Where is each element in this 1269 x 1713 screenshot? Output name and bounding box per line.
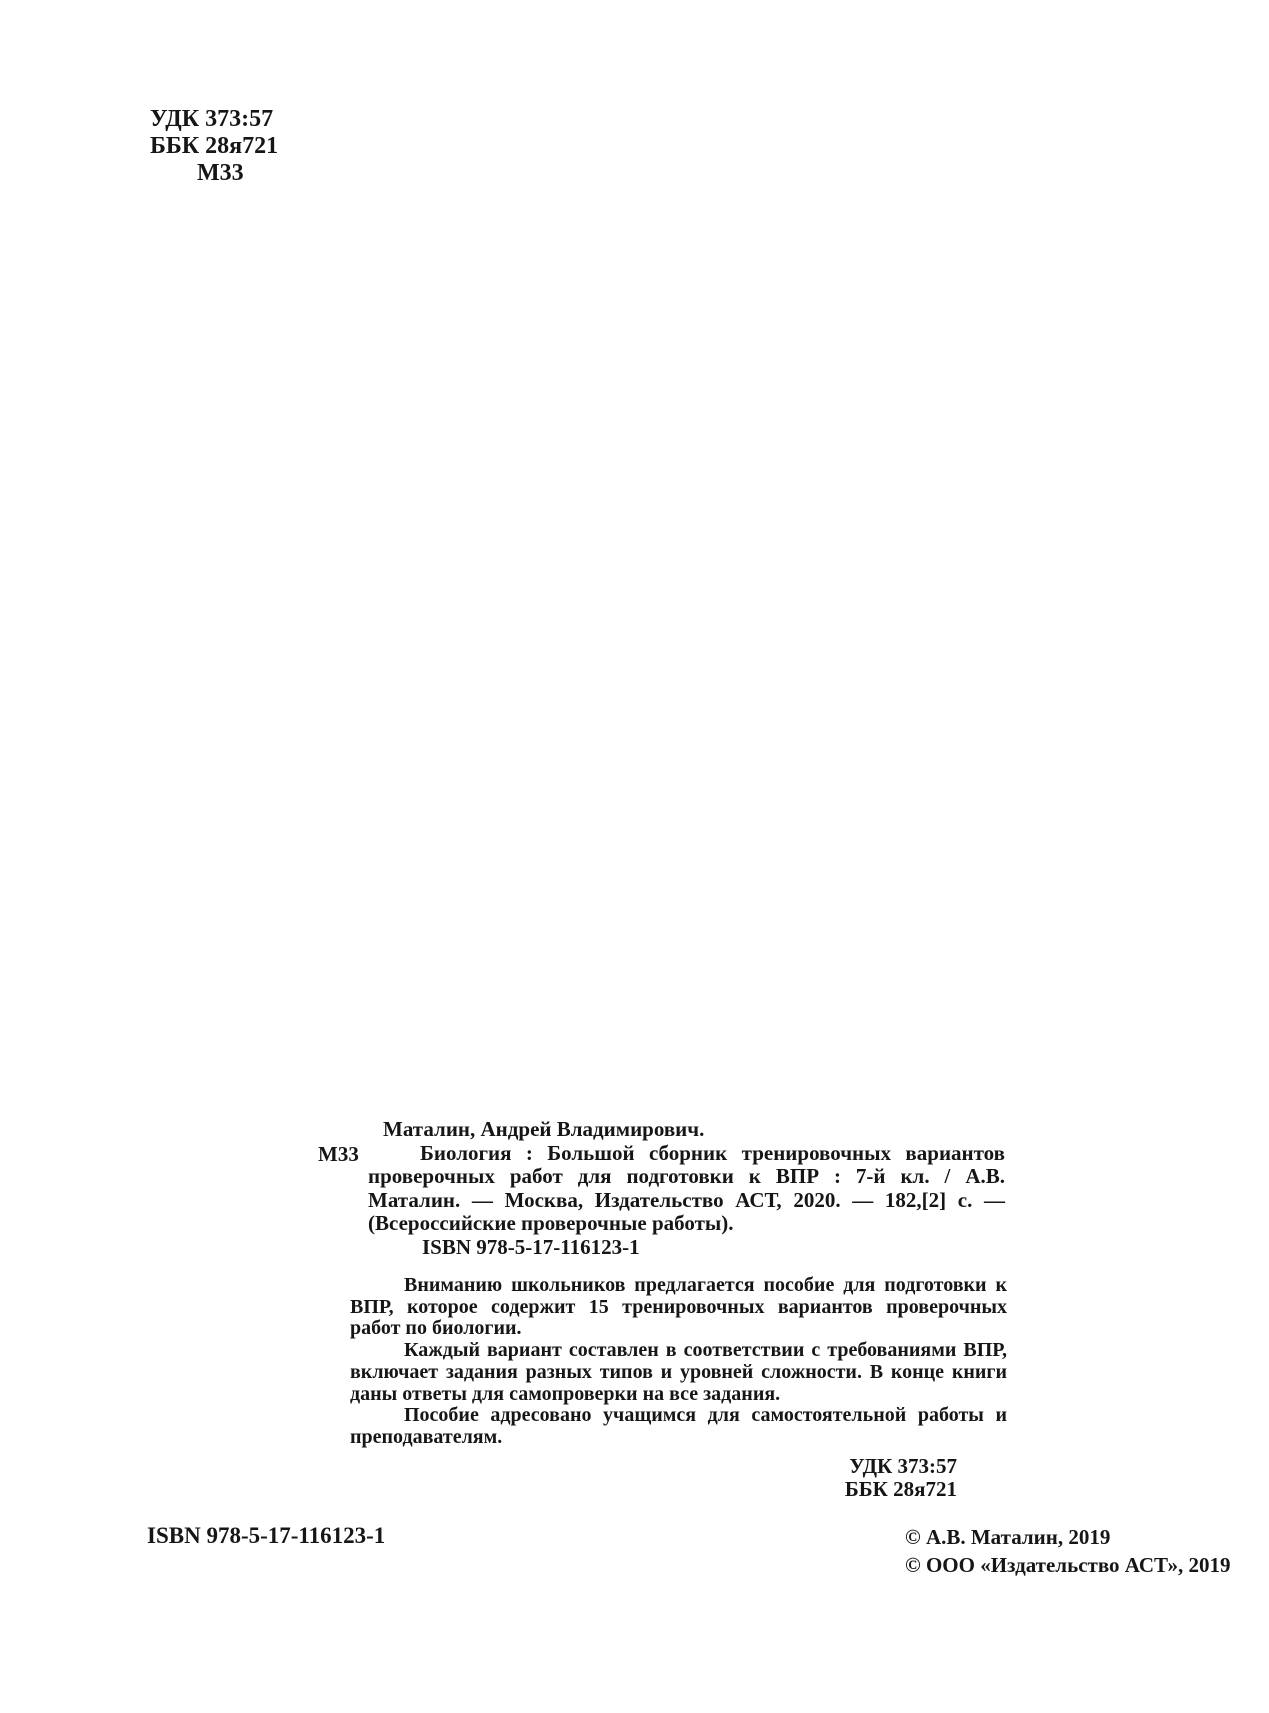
catalog-description: Биология : Большой сборник тренировочных вариантов проверочных работ для подготовки к ВПР : 7-й кл. / А.В. Маталин. — Москва, Издательство АСТ, 2020. — 182,[2] с. — (Всероссийские проверочные работы). [368, 1140, 1005, 1235]
footer-isbn: ISBN 978-5-17-116123-1 [147, 1523, 386, 1548]
annotation-block [350, 1275, 1007, 1449]
copyright-author: © А.В. Маталин, 2019 [905, 1525, 1111, 1549]
bbk-code: ББК 28я721 [150, 133, 279, 159]
catalog-isbn: ISBN 978-5-17-116123-1 [422, 1234, 640, 1259]
annotation-paragraph-1: Вниманию школьников предлагается пособие для подготовки к ВПР, которое содержит 15 тренировочных вариантов проверочных работ по биологии. [350, 1274, 1007, 1340]
catalog-card [318, 1118, 1008, 1259]
catalog-author: Маталин, Андрей Владимирович. [383, 1117, 705, 1141]
copyright-publisher: © ООО «Издательство АСТ», 2019 [905, 1553, 1231, 1577]
annotation-paragraph-2: Каждый вариант составлен в соответствии с требованиями ВПР, включает задания разных типов и уровней сложности. В конце книги даны ответы для самопроверки на все задания. [350, 1339, 1007, 1405]
author-sign-code: М33 [197, 160, 244, 186]
udk-code: УДК 373:57 [150, 106, 274, 132]
catalog-author-code: М33 [318, 1142, 359, 1166]
udk-code-bottom: УДК 373:57 [849, 1454, 957, 1478]
bottom-classification-codes [820, 1455, 957, 1500]
copyright-block [905, 1523, 1231, 1579]
top-classification-codes [150, 106, 278, 187]
bbk-code-bottom: ББК 28я721 [844, 1476, 957, 1501]
annotation-paragraph-3: Пособие адресовано учащимся для самостоятельной работы и преподавателям. [350, 1404, 1007, 1448]
